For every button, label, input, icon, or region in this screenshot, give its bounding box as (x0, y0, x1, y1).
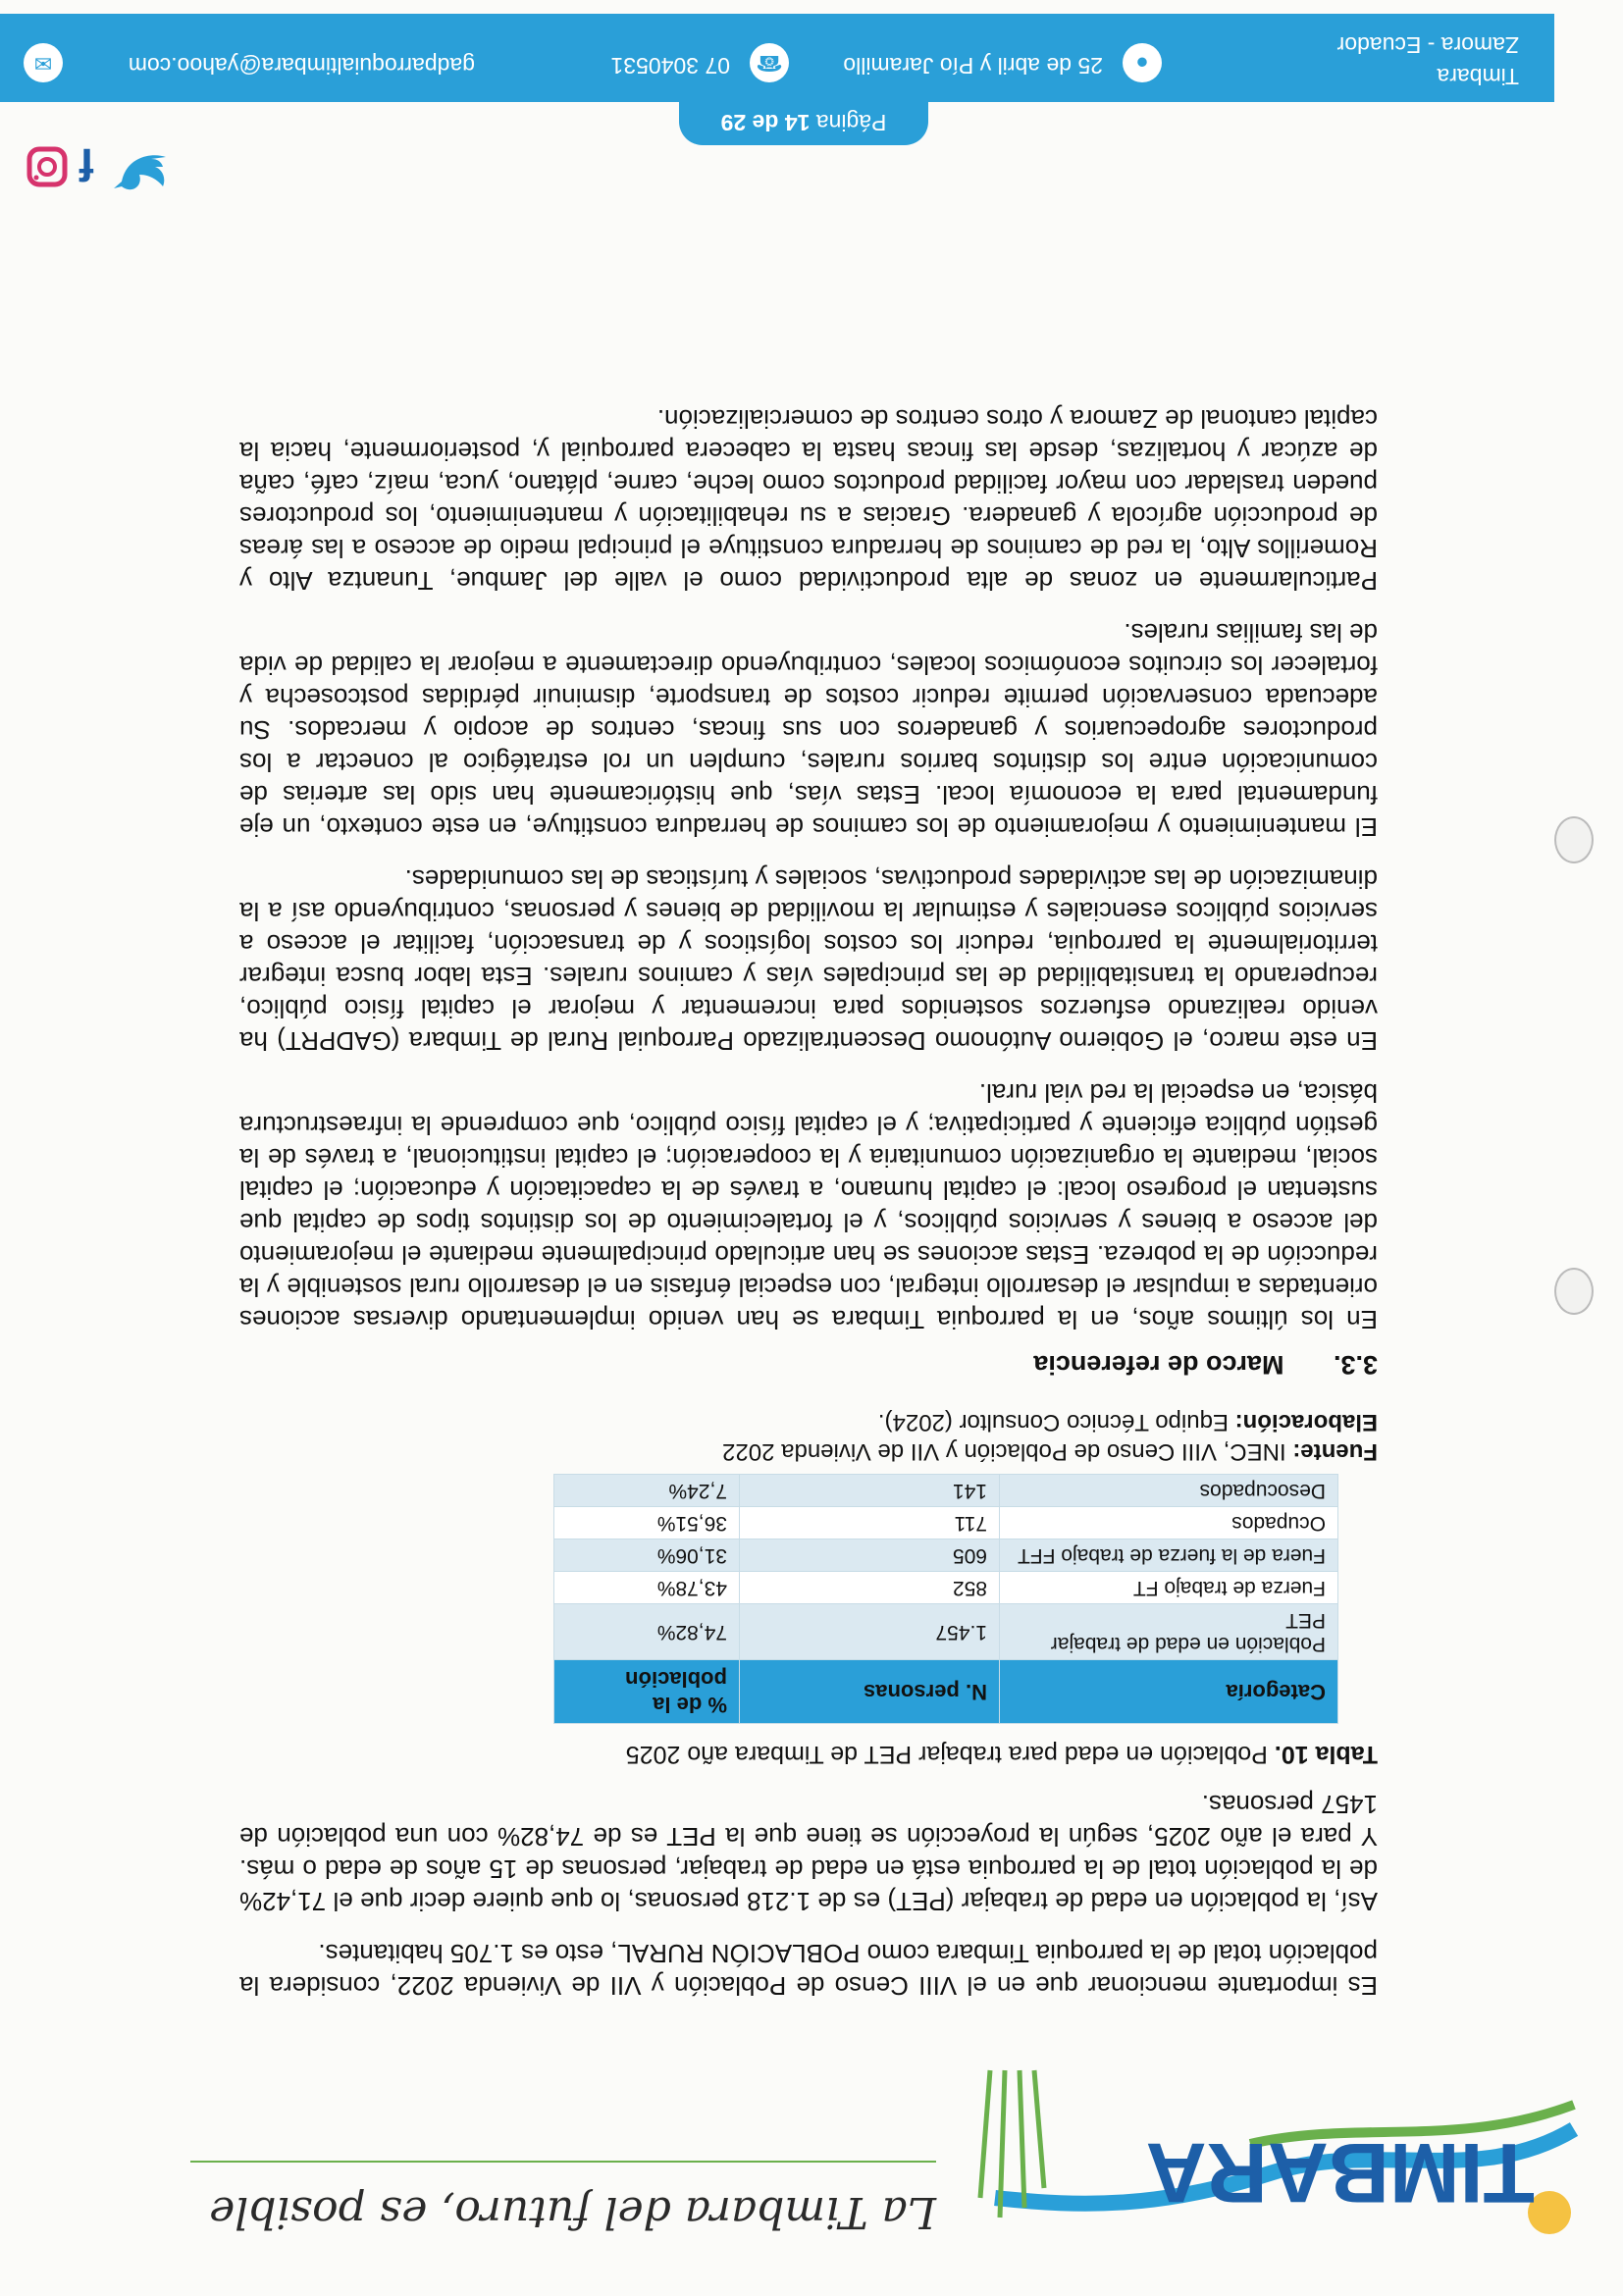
page-footer (0, 14, 1554, 102)
cell-category: Fuerza de trabajo FT (1000, 1572, 1338, 1604)
paragraph-production: Particularmente en zonas de alta productividad como el valle del Jambue, Tunantza Alto y Romerillos Alto, la red de caminos de herradura constituye el principal medio de acceso a las áreas de producción agrícola y ganadera. Gracias a su rehabilitación y mantenimiento, los productores pueden trasladar con mayor facilidad productos como leche, carne, plátano, yuca, maíz, café, caña de azúcar y hortalizas, desde las fincas hasta la cabecera parroquial y, posteriormente, hacia la capital cantonal de Zamora y otros centros de comercialización. (239, 404, 1378, 596)
punch-hole (1554, 1268, 1594, 1315)
timbara-logo (966, 2041, 1594, 2267)
paragraph-context: En los últimos años, en la parroquia Timbara se han venido implementando diversas acciones orientadas a impulsar el desarrollo integral, con especial énfasis en el desarrollo rural sostenible y la reducción de la pobreza. Estas acciones se han articulado principalmente mediante el mejoramiento del acceso a bienes y servicios públicos, y el fortalecimiento de los distintos tipos de capital que sustentan el progreso local: el capital humano, a través de la capacitación y educación; el capital social, mediante la organización comunitaria y la cooperación; el capital institucional, a través de la gestión pública eficiente y participativa; y el capital físico público, que comprende la infraestructura básica, en especial la red vial rural. (239, 1078, 1378, 1334)
page-number: 14 (784, 110, 811, 135)
phone-icon: ☎ (750, 43, 789, 82)
page-prefix: Página (815, 110, 887, 135)
slogan: La Timbara del futuro, es posible (190, 2161, 936, 2237)
cell-count: 605 (740, 1539, 1000, 1572)
page-number-tab (679, 100, 928, 145)
col-header-count: N. personas (740, 1660, 1000, 1724)
cell-category: Población en edad de trabajar PET (1000, 1604, 1338, 1660)
pet-table (553, 1474, 1338, 1724)
source-text: INEC, VIII Censo de Población y VII de Vivienda 2022 (722, 1438, 1286, 1465)
paragraph-roads: El mantenimiento y mejoramiento de los caminos de herradura constituye, en este contexto, un eje fundamental para la economía local. Estas vías, que históricamente han sido las arterias de comunicación entre los distintos barrios rurales, cumplen un rol estratégico al conectar a los productores agropecuarios y ganaderos con sus fincas, centros de acopio y mercados. Su adecuada conservación permite reducir costos de transporte, disminuir pérdidas postcosecha y fortalecer los circuitos económicos locales, contribuyendo directamente a mejorar la calidad de vida de las familias rurales. (239, 618, 1378, 842)
cell-percent: 43,78% (554, 1572, 740, 1604)
email-icon: ✉ (24, 43, 63, 82)
cell-percent: 31,06% (554, 1539, 740, 1572)
cell-count: 141 (740, 1475, 1000, 1507)
footer-email: gadparroquialtimbara@yahoo.com (128, 53, 475, 78)
cell-category: Fuera de la fuerza de trabajo FFT (1000, 1539, 1338, 1572)
logo-wordmark: TIMBARA (1145, 2125, 1535, 2219)
cell-count: 852 (740, 1572, 1000, 1604)
cell-category: Desocupados (1000, 1475, 1338, 1507)
paragraph-gadprt: En este marco, el Gobierno Autónomo Descentralizado Parroquial Rural de Timbara (GADPRT) ha venido realizando esfuerzos sostenidos para incrementar y mejorar el capital físico público, recuperando la transitabilidad de las principales vías y caminos rurales. Esta labor busca integrar territorialmente la parroquia, reducir los costos logísticos y de transacción, facilitar el acceso a servicios públicos esenciales y estimular la movilidad de bienes y personas, contribuyendo así a la dinamización de las actividades productivas, sociales y turísticas de las comunidades. (239, 864, 1378, 1056)
page-content (239, 383, 1378, 2002)
page-of: de (752, 110, 779, 135)
table-row (554, 1475, 1338, 1507)
instagram-icon (29, 149, 65, 184)
cell-count: 1.457 (740, 1604, 1000, 1660)
footer-location-city: Timbara (1437, 64, 1519, 89)
page-total: 29 (720, 110, 747, 135)
source-label: Fuente: (1292, 1438, 1378, 1465)
table-row (554, 1572, 1338, 1604)
location-pin-icon: ● (1123, 43, 1162, 82)
section-title: Marco de referencia (1033, 1350, 1284, 1380)
punch-hole (1554, 816, 1594, 863)
footer-location-country: Zamora - Ecuador (1336, 32, 1519, 58)
cell-percent: 7,24% (554, 1475, 740, 1507)
twitter-icon (114, 155, 166, 189)
paragraph-pet: Así, la población en edad de trabajar (PET) es de 1.218 personas, lo que quiere decir que el 71,42% de la población total de la parroquia está en edad de trabajar, personas de 15 años de edad o más. Y para el año 2025, según la proyección se tiene que la PET es de 74,82% con una población de 1457 personas. (239, 1790, 1378, 1916)
cell-percent: 74,82% (554, 1604, 740, 1660)
table-caption (239, 1740, 1378, 1768)
cell-count: 711 (740, 1507, 1000, 1539)
table-caption-text: Población en edad para trabajar PET de Timbara año 2025 (625, 1741, 1268, 1768)
paragraph-census: Es importante mencionar que en el VIII Censo de Población y VII de Vivienda 2022, considera la población total de la parroquia Timbara como POBLACIÓN RURAL, esto es 1.705 habitantes. (239, 1939, 1378, 2001)
col-header-category: Categoría (1000, 1660, 1338, 1724)
social-icons (24, 137, 171, 196)
table-row (554, 1507, 1338, 1539)
table-row (554, 1539, 1338, 1572)
svg-text:f: f (79, 139, 94, 190)
elaboration-label: Elaboración: (1234, 1409, 1378, 1435)
page-header (0, 1992, 1623, 2296)
footer-location (1337, 29, 1519, 92)
footer-address: 25 de abril y Pío Jaramillo (843, 53, 1103, 78)
table-caption-label: Tabla 10. (1274, 1741, 1378, 1768)
cell-category: Ocupados (1000, 1507, 1338, 1539)
facebook-icon (79, 139, 94, 190)
elaboration-text: Equipo Técnico Consultor (2024). (877, 1409, 1229, 1435)
col-header-percent: % de la población (554, 1660, 740, 1724)
section-heading (239, 1349, 1378, 1380)
table-source (239, 1407, 1378, 1466)
table-header-row (554, 1660, 1338, 1724)
section-number: 3.3. (1333, 1350, 1378, 1380)
footer-phone: 07 3040531 (610, 53, 730, 78)
table-row (554, 1604, 1338, 1660)
cell-percent: 36,51% (554, 1507, 740, 1539)
